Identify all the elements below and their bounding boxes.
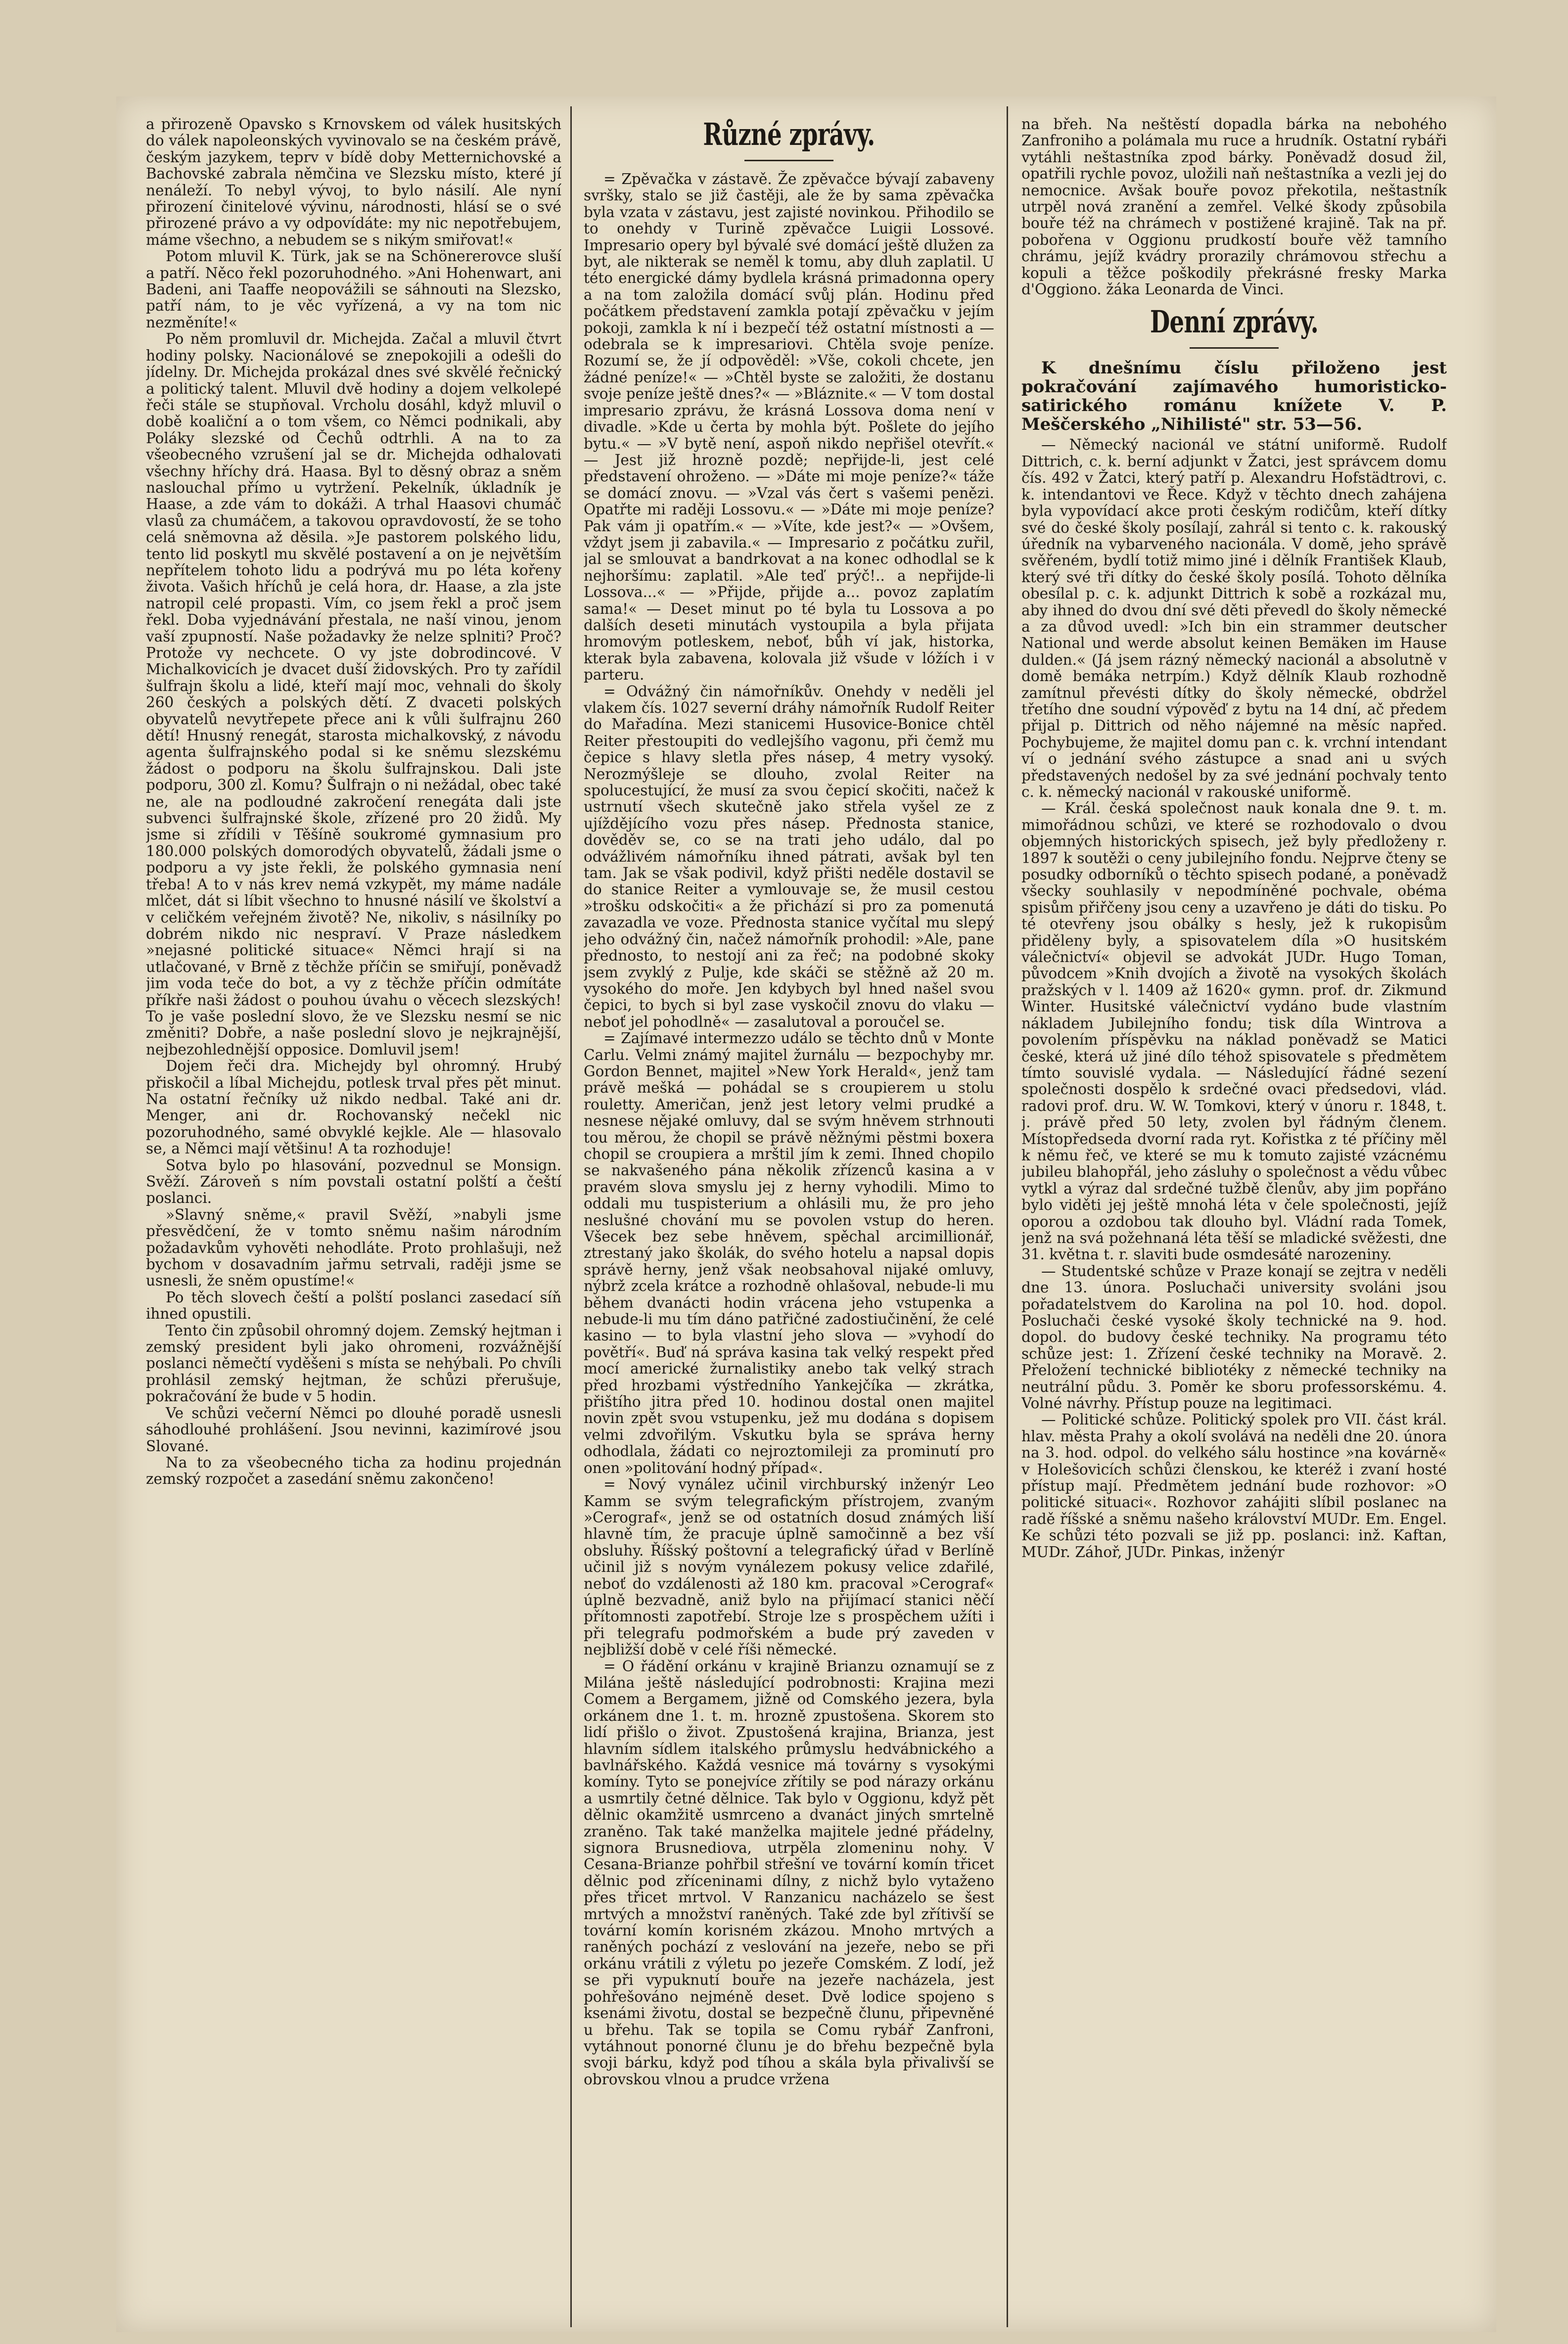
column-divider bbox=[1007, 106, 1008, 2327]
news-item: — Studentské schůze v Praze konají se zejtra v neděli dne 13. února. Posluchači university svoláni jsou pořadatelstvem do Karolina na pol 10. hod. dopol. Posluchači české vysoké školy technické na 9. hod. dopol. do budovy české techniky. Na programu této schůze jest: 1. Zřízení české techniky na Moravě. 2. Přeložení technické bibliotéky z německé techniky na neutrální půdu. 3. Poměr ke sboru professorskému. 4. Volné návrhy. Přístup pouze na legitimaci. bbox=[1021, 1262, 1447, 1412]
news-item: — Německý nacionál ve státní uniformě. Rudolf Dittrich, c. k. berní adjunkt v Žatci, jest správcem domu čís. 492 v Žatci, který patří p. Alexandru Hofstädtrovi, c. k. intendantovi ve Řece. Když v těchto dnech zahájena byla vypovídací akce proti českým rodičům, kteří dítky své do české školy posílají, zahrál si tento c. k. rakouský úředník na vybarveného nacionála. V domě, jeho správě svěřeném, bydlí totiž mimo jiné i dělník František Klaub, který své tři dítky do české školy posílá. Tohoto dělníka obesílal p. c. k. adjunkt Dittrich k sobě a rozkázal mu, aby ihned do dvou dní své děti převedl do školy německé a za důvod uvedl: »Ich bin ein strammer deutscher National und werde absolut keinen Bemäken im Hause dulden.« (Já jsem rázný německý nacionál a absolutně v domě bemáka netrpím.) Když dělník Klaub rozhodně zamítnul převésti dítky do školy německé, obdržel třetího dne soudní výpověď z bytu na 14 dní, ač předem přijal p. Dittrich od něho nájemné na měsíc napřed. Pochybujeme, že majitel domu pan c. k. vrchní intendant ví o jednání svého zástupce a snad ani u svých představených nedošel by za své jednání pochvaly tento c. k. německý nacionál v rakouské uniformě. bbox=[1021, 436, 1447, 800]
news-item-continued: na břeh. Na neštěstí dopadla bárka na nebohého Zanfroniho a polámala mu ruce a hrudník. Ostatní rybáři vytáhli neštastníka zpod bárky. Poněvadž dosud žil, opatřili rychle povoz, uložili naň neštastníka a vezli jej do nemocnice. Avšak bouře povoz překotila, neštastník utrpěl nová zranění a zemřel. Velké škody způsobila bouře též na chrámech v postižené krajině. Tak na př. pobořena v Oggionu prudkostí bouře věž tamního chrámu, jejíž kvádry prorazily chrámovou střechu a kopuli a těžce poškodily překrásné fresky Marka d'Oggiono. žáka Leonarda de Vinci. bbox=[1021, 116, 1447, 298]
column-right bbox=[1021, 116, 1447, 2327]
section-title-various-news: Různé zprávy. bbox=[703, 116, 875, 152]
section-title-daily-news: Denní zprávy. bbox=[1150, 304, 1319, 340]
news-item: = Zajímavé intermezzo událo se těchto dnů v Monte Carlu. Velmi známý majitel žurnálu — bezpochyby mr. Gordon Bennet, majitel »New York Herald«, jenž tam právě mešká — pohádal se s croupierem u stolu rouletty. Američan, jenž jest letory velmi prudké a nesnese nějaké omluvy, dal se svým hněvem strhnouti tou měrou, že chopil se právě něžnými pěstmi boxera chopil se croupiera a mrštil jím k zemi. Ihned chopilo se nakvašeného pána několik zřízenců kasina a v pravém slova smyslu jej z herny vyhodili. Mimo to oddali mu tuspisterium a ohlásili mu, že pro jeho neslušné chování mu se povolen vstup do heren. Všecek bez sebe hněvem, spěchal arcimillionář, ztrestaný jako školák, do svého hotelu a napsal dopis správě herny, jenž však neobsahoval nijaké omluvy, nýbrž zcela krátce a rozhodně ohlašoval, nebude-li mu během dvanácti hodin vrácena jeho vstupenka a nebude-li mu tím dáno patřičné zadostiučinění, že celé kasino — to byla vlastní jeho slova — »vyhodí do povětří«. Buď ná správa kasina tak velký respekt před mocí americké žurnalistiky anebo tak velký strach před hrozbami výstředního Yankejčíka — zkrátka, přištího jitra před 10. hodinou dostal onen majitel novin zpět svou vstupenku, jež mu dodána s dopisem velmi zdvořilým. Vskutku byla se správa herny odhodlala, žádati co nejroztomileji za prominutí pro onen »politování hodný případ«. bbox=[584, 1030, 994, 1476]
article-paragraph: Dojem řeči dra. Michejdy byl ohromný. Hrubý přiskočil a líbal Michejdu, potlesk trval přes pět minut. Na ostatní řečníky už nikdo nedbal. Také ani dr. Menger, ani dr. Rochovanský nečekl nic pozoruhodného, samé obvyklé kejkle. Ale — hlasovalo se, a Němci mají většinu! A ta rozhoduje! bbox=[146, 1057, 561, 1157]
article-paragraph: Tento čin způsobil ohromný dojem. Zemský hejtman i zemský president byli jako ohromeni, rozvážnější poslanci němečtí vyděšeni s místa se nehýbali. Po chvíli prohlásil zemský hejtman, že schůzi přerušuje, pokračování že bude v 5 hodin. bbox=[146, 1322, 561, 1405]
news-item: = O řádění orkánu v krajině Brianzu oznamují se z Milána ještě následující podrobnosti: Krajina mezi Comem a Bergamem, jižně od Comského jezera, byla orkánem dne 1. t. m. hrozně zpustošena. Skorem sto lidí přišlo o život. Zpustošená krajina, Brianza, jest hlavním sídlem italského průmyslu hedvábnického a bavlnářského. Každá vesnice má továrny s vysokými komíny. Tyto se ponejvíce zřítily se pod nárazy orkánu a usmrtily četné dělnice. Tak bylo v Oggionu, když pět dělnic okamžitě usmrceno a dvanáct jiných smrtelně zraněno. Tak také manželka majitele jedné přádelny, signora Brusnediova, utrpěla zlomeninu nohy. V Cesana-Brianze pohřbil střešní ve tovární komín třicet dělnic pod zříceninami dílny, z nichž bylo vytaženo přes třicet mrtvol. V Ranzanicu nacházelo se šest mrtvých a množství raněných. Také zde byl zřítivší se tovární komín korisném zkázou. Mnoho mrtvých a raněných pochází z veslování na jezeře, nebo se při orkánu vrátili z výletu po jezeře Comském. Z lodí, jež se při vypuknutí bouře na jezeře nacházela, jest pohřešováno nejméně deset. Dvě lodice spojeno s ksenámi životu, dostal se bezpečně člunu, připevněné u břehu. Tak se topila se Comu rybář Zanfroni, vytáhnout ponorné člunu je do břehu bezpečně byla svoji bárku, když pod tíhou a skála byla přivalivší se obrovskou vlnou a prudce vržena bbox=[584, 1657, 994, 2088]
news-item: — Politické schůze. Politický spolek pro VII. část král. hlav. města Prahy a okolí svolává na neděli dne 20. února na 3. hod. odpol. do velkého sálu hostince »na kovárně« v Holešovicích schůzi členskou, ke kteréž i zvaní hosté přístup mají. Předmětem jednání bude rozhovor: »O politické situaci«. Rozhovor zahájiti slíbil poslanec na radě říšské a sněmu našeho království MUDr. Em. Engel. Ke schůzi této pozvali se již pp. poslanci: inž. Kaftan, MUDr. Záhoř, JUDr. Pinkas, inženýr bbox=[1021, 1411, 1447, 1561]
news-item: = Zpěvačka v zástavě. Že zpěvačce bývají zabaveny svršky, stalo se již častěji, ale že by sama zpěvačka byla vzata v zástavu, jest zajisté novinkou. Přihodilo se to onehdy v Turině zpěvačce Luigii Lossové. Impresario opery byl bývalé své domácí ještě dlužen za byt, ale nikterak se neměl k tomu, aby dluh zaplatil. U této energické dámy bydlela krásná primadonna opery a na tom založila domácí svůj plán. Hodinu před počátkem představení zamkla potají zpěvačku v jejím pokoji, zamkla k ní i bezpečí též ostatní místnosti a — odebrala se k impresariovi. Chtěla svoje peníze. Rozumí se, že jí odpověděl: »Vše, cokoli chcete, jen žádné peníze!« — »Chtěl byste se založiti, že dostanu svoje peníze ještě dnes?« — »Bláznite.« — V tom dostal impresario zprávu, že krásná Lossova doma není v divadle. »Kde u čerta by mohla být. Pošlete do jejího bytu.« — »V bytě není, aspoň nikdo nepřišel otevřít.« — Jest již hrozně pozdě; nepřijde-li, jest celé představení ohroženo. — »Dáte mi moje peníze?« táže se domácí znovu. — »Vzal vás čert s vašemi penězi. Opatřte mi raději Lossovu.« — »Dáte mi moje peníze? Pak vám ji opatřím.« — »Víte, kde jest?« — »Ovšem, vždyt jsem ji zabavila.« — Impresario z počátku zuřil, jal se smlouvat a bandrkovat a na konec odhodlal se k nejhoršímu: zaplatil. »Ale teď prýč!.. a nepřijde-li Lossova...« — »Přijde, přijde a... povoz zaplatím sama!« — Deset minut po té byla tu Lossova a po dalších deseti minutách vystoupila a byla přijata hromovým potleskem, neboť, bůh ví jak, historka, kterak byla zabavena, kolovala již všude v lóžích i v parteru. bbox=[584, 171, 994, 684]
column-middle bbox=[584, 116, 994, 2327]
article-paragraph: »Slavný sněme,« pravil Svěží, »nabyli jsme přesvědčení, že v tomto sněmu našim národním požadavkům vyhověti nehodláte. Proto prohlašuji, než bychom v dosavadním jařmu setrvali, raději jsme se usnesli, že sněm opustíme!« bbox=[146, 1206, 561, 1289]
article-paragraph: Na to za všeobecného ticha za hodinu projednán zemský rozpočet a zasedání sněmu zakončeno! bbox=[146, 1454, 561, 1488]
news-item: — Král. česká společnost nauk konala dne 9. t. m. mimořádnou schůzi, ve které se rozhodovalo o dvou objemných historických spisech, jež byly předloženy r. 1897 k soutěži o ceny jubilejního fondu. Nejprve čteny se posudky odborníků o těchto spisech podané, a poněvadž všecky souhlasily v nepodmíněné pochvale, obéma spisům přiřčeny jsou ceny a uzavřeno je dáti do tisku. Po té otevřeny jsou obálky s hesly, jež k rukopisům přiděleny byly, a spisovatelem díla »O husitském válečnictví« objevil se advokát JUDr. Hugo Toman, původcem »Knih dvojích a životě na vysokých školách pražských v l. 1409 až 1620« gymn. prof. dr. Zikmund Winter. Husitské válečnictví vydáno bude vlastním nákladem Jubilejního fondu; tisk díla Wintrova a povolením příspěvku na náklad poněvadž se Matici české, která už jiné dílo téhož spisovatele s předmětem tímto souvislé vydala. — Následující řádné sezení společnosti dospělo k srdečné ovaci předsedovi, vlád. radovi prof. dru. W. W. Tomkovi, který v únoru r. 1848, t. j. právě před 50 lety, zvolen byl řádným členem. Místopředseda dvorní rada ryt. Kořistka z té příčiny měl k němu řeč, ve které se mu k tomuto zajisté vzácnému jubileu blahopřál, jeho zásluhy o společnost a vědu vůbec vytkl a výraz dal srdečné tužbě členův, aby jim popřáno bylo viděti jej ještě mnohá léta v čele společnosti, jejíž oporou a ozdobou tak dlouho byl. Vládní rada Tomek, jenž na svá požehnaná léta těší se mladické svěžesti, dne 31. května t. r. slaviti bude osmdesáté narozeniny. bbox=[1021, 800, 1447, 1263]
article-paragraph: a přirozeně Opavsko s Krnovskem od válek husitských do válek napoleonských vyvinovalo se na českém právě, českým jazykem, teprv v bídě doby Metternichovské a Bachovské zabrala němčina ve Slezsku místo, které jí nenáleží. To nebyl vývoj, to bylo násilí. Ale nyní přirození činitelové vývinu, národnosti, hlásí se o své přirozené právo a vy odpovídáte: my nic nepotřebujem, máme všechno, a nebudem se s nikým smiřovat!« bbox=[146, 116, 561, 248]
article-paragraph: Po těch slovech čeští a polští poslanci zasedací síň ihned opustili. bbox=[146, 1288, 561, 1323]
title-underline bbox=[744, 160, 833, 161]
article-paragraph: Sotva bylo po hlasování, pozvednul se Monsign. Svěží. Zároveň s ním povstali ostatní polští a čeští poslanci. bbox=[146, 1156, 561, 1207]
news-item: = Nový vynález učinil virchburský inženýr Leo Kamm se svým telegrafickým přístrojem, zvaným »Cerograf«, jenž se od ostatních dosud známých liší hlavně tím, že pracuje úplně samočinně a bez vší obsluhy. Říšský poštovní a telegrafický úřad v Berlíně učinil již s novým vynálezem pokusy velice zdařilé, neboť do vzdálenosti až 180 km. pracoval »Cerograf« úplně bezvadně, aniž bylo na přijímací stanici něčí přítomnosti zapotřebí. Stroje lze s prospěchem užíti i při telegrafu podmořském a bude prý zaveden v nejbližší době v celé říši německé. bbox=[584, 1476, 994, 1658]
title-underline bbox=[1190, 347, 1279, 349]
newspaper-page bbox=[116, 96, 1496, 2332]
supplement-notice: K dnešnímu číslu přiloženo jest pokračování zajímavého humoristicko-satirického románu knížete V. P. Meščerského „Nihilisté" str. 53—56. bbox=[1021, 358, 1447, 435]
column-left bbox=[146, 116, 561, 2327]
article-paragraph: Ve schůzi večerní Němci po dlouhé poradě usnesli sáhodlouhé prohlášení. Jsou nevinni, kazimírové jsou Slované. bbox=[146, 1404, 561, 1455]
news-item: = Odvážný čin námořníkův. Onehdy v neděli jel vlakem čís. 1027 severní dráhy námořník Rudolf Reiter do Mařadína. Mezi stanicemi Husovice-Bonice chtěl Reiter přestoupiti do vedlejšího vagonu, při čemž mu čepice s hlavy sletla přes násep, 4 metry vysoký. Nerozmýšleje se dlouho, zvolal Reiter na spolucestující, že musí za svou čepicí skočiti, načež k ustrnutí všech skutečně jako střela vyšel ze z ujíždějícího vozu přes násep. Přednosta stanice, dověděv se, co se na trati jeho událo, dal po odvážlivém námořníku ihned pátrati, avšak byl ten tam. Jak se však podivil, když přišti neděle dostavil se do stanice Reiter a vymlouvaje se, že musil cestou »trošku odskočiti« a že přichází si pro za pomenutá zavazadla ve voze. Přednosta stanice vyčítal mu slepý jeho odvážný čin, načež námořník prohodil: »Ale, pane přednosto, to nestojí ani za řeč; na podobné skoky jsem zvyklý z Pulje, kde skáči se stěžně až 20 m. vysokého do moře. Jen kdybych byl hned našel svou čepici, to bych si byl zase vyskočil znovu do vlaku — neboť jel pohodlně« — zasalutoval a poroučel se. bbox=[584, 683, 994, 1030]
column-divider bbox=[570, 106, 572, 2327]
article-paragraph: Po něm promluvil dr. Michejda. Začal a mluvil čtvrt hodiny polsky. Nacionálové se znepokojili a odešli do jídelny. Dr. Michejda prokázal dnes své skvělé řečnický a politický talent. Mluvil dvě hodiny a dojem velkolepé řeči stále se stupňoval. Vrcholu dosáhl, když mluvil o době koaliční a o tom všem, co Němci podnikali, aby Poláky slezské od Čechů odtrhli. A na to za všeobecného vzrušení jal se dr. Michejda odhalovati všechny hříchy drá. Haasa. Byl to děsný obraz a sněm naslouchal přímo u vytržení. Pekelník, úkladník je Haase, a zde vám to dokáži. A trhal Haasovi chumáč vlasů za chumáčem, a takovou opravdovostí, že se toho celá sněmovna až děsila. »Je pastorem polského lidu, tento lid poskytl mu skvělé postavení a on je největším nepřítelem tohoto lidu a podrývá mu po léta kořeny života. Vašich hříchů je celá hora, dr. Haase, a zla jste natropil celé propasti. Vím, co jsem řekl a proč jsem řekl. Doba vyjednávání přestala, ne naší vinou, jenom vaší zpupností. Naše požadavky že nelze splniti? Proč? Protože vy nechcete. O vy jste dobrodincové. V Michalkovicích je dvacet duší židovských. Pro ty zařídil šulfrajn školu a lidé, kteří mají moc, vehnali do školy 260 českých a polských dětí. Z dvaceti polských obyvatelů nevytřepete přece ani k vůli šulfrajnu 260 dětí! Hnusný renegát, starosta michalkovský, z návodu agenta šulfrajnského podal si ke sněmu slezskému žádost o podporu na školu šulfrajnskou. Dali jste podporu, 300 zl. Komu? Šulfrajn o ni nežádal, obec také ne, ale na podloudné zakročení renegáta dali jste subvenci šulfrajnské škole, zřízené pro 20 židů. My jsme si zřídili v Těšíně soukromé gymnasium pro 180.000 polských domorodých obyvatelů, žádali jsme o podporu a vy jste řekli, že polského gymnasia není třeba! A to v nás krev nemá vzkypět, my máme nadále mlčet, dát si líbit všechno to hnusné násilí ve školství a v celičkém veřejném životě? Ne, nikoliv, s násilníky po dobrém nikdo nic nespraví. V Praze následkem »nejasné politické situace« Němci hrají si na utlačované, v Brně z těchže příčin se smiřují, poněvadž jim voda teče do bot, a vy z těchže příčin odmítáte příkře naši žádost o pouhou úvahu o věcech slezských! To je vaše poslední slovo, že ve Slezsku nesmí se nic změniti? Dobře, a naše poslední slovo je nejkrajnější, nejbezohlednější opposice. Domluvil jsem! bbox=[146, 330, 561, 1058]
article-paragraph: Potom mluvil K. Türk, jak se na Schönererovce sluší a patří. Něco řekl pozoruhodného. »Ani Hohenwart, ani Badeni, ani Taaffe neopovážili se sáhnouti na Slezsko, patří nám, to je věc vyřízená, a vy na tom nic nezměníte!« bbox=[146, 248, 561, 331]
